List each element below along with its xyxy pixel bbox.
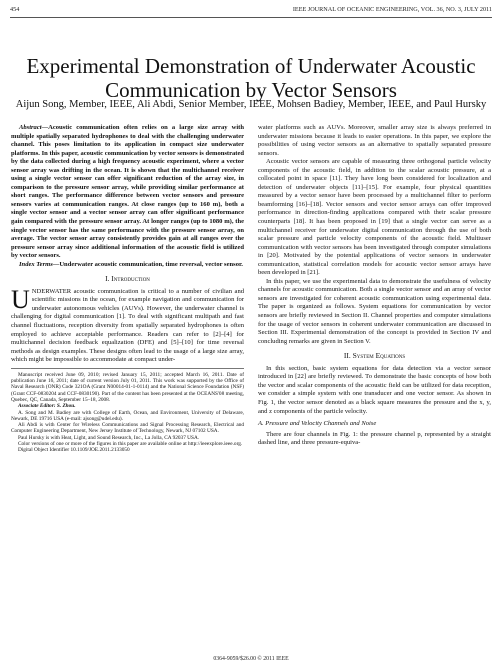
footnote-color: Color versions of one or more of the figures in this paper are available online at http://ieeexplore.ieee.org. (18, 441, 243, 448)
footnote-affiliation-3: Paul Hursky is with Heat, Light, and Sound Research, Inc., La Jolla, CA 92037 USA. (18, 434, 200, 441)
intro-lead-word: NDERWATER (31, 287, 72, 295)
right-column (258, 124, 491, 448)
intro-paragraph-organization: In this paper, we use the experimental data to demonstrate the usefulness of velocity channels for acoustic communication. Both a single vector sensor and an array of vector sensors are investigated for coherent acoustic communication using experimental data. The paper is organized as follows. System equations for communication by vector sensors are briefly reviewed in Section II. Channel properties and computer simulations for the usage of vector sensors in coherent underwater communication are discussed in Section III. Experimental demonstration of the concept is provided in Section IV and concluding remarks are given in Section V. (258, 277, 491, 345)
footnote-affiliation-2: Ali Abdi is with Center for Wireless Communications and Signal Processing Research, Electrical and Computer Engineering Department, New Jersey Institute of Technology, Newark, NJ 07102 USA. (11, 422, 244, 435)
page-number: 454 (10, 6, 20, 13)
header-rule (10, 17, 492, 18)
footnote-affiliation-1: A. Song and M. Badiey are with College of Earth, Ocean, and Environment, University of Delaware, Newark, DE 19716 USA (e-mail: ajsong@udel.edu). (11, 409, 244, 422)
subsection-paragraph: There are four channels in Fig. 1: the pressure channel p, represented by a straight dashed line, and three pressure-equiva- (258, 430, 491, 447)
subsection-heading: A. Pressure and Velocity Channels and Noise (258, 420, 377, 428)
footnote-doi: Digital Object Identifier 10.1109/JOE.2011.2133050 (18, 447, 130, 454)
journal-info: IEEE JOURNAL OF OCEANIC ENGINEERING, VOL. 36, NO. 3, JULY 2011 (292, 6, 492, 13)
index-terms-text: Underwater acoustic communication, time reversal, vector sensor. (59, 260, 243, 268)
footnote-received: Manuscript received June 09, 2010; revised January 15, 2011; accepted March 16, 2011. Date of publication June 16, 2011; date of current version July 01, 2011. This work was supported by the Office of Naval Research (ONR) Code 321OA (Grant N00014-01-1-0114) and the National Science Foundation (NSF) (Grant CCF-0830204 and CCF-0830190). Part of the content has been presented at the OCEANS'08 meeting, Quebec, QC, Canada, September 15–18, 2008. (11, 371, 244, 403)
drop-cap: U (11, 284, 30, 314)
abstract (11, 124, 244, 261)
section-heading-system-equations: II. System Equations (343, 351, 406, 361)
copyright-footer: 0364-9059/$26.00 © 2011 IEEE (213, 656, 289, 662)
abstract-label: Abstract— (19, 124, 49, 131)
system-equations-paragraph: In this section, basic system equations for data detection via a vector sensor introduced in [22] are briefly reviewed. To demonstrate the basic concepts of how both the vector and scalar components of the acoustic field can be utilized for data reception, we consider a simple system with one transducer and one vector sensor. As shown in Fig. 1, the vector sensor denoted as a black square measures the pressure and the x, y, and z components of the particle velocity. (258, 364, 491, 415)
intro-paragraph-vector-sensors: Acoustic vector sensors are capable of measuring three orthogonal particle velocity components of the acoustic field, in addition to the scalar acoustic pressure, at a collocated point in space [11]. They have long been considered for localization and detection of underwater objects [11]–[15]. For example, four physical quantities measured by a vector sensor have been processed by a multichannel filter to perform beamforming [16]–[18]. Vector sensors and vector sensor arrays can offer improved performance in direction-finding applications compared with their scalar pressure counterparts [18]. It has been proposed in [19] that a single vector can serve as a multichannel receiver for underwater digital communication through the use of both scalar pressure and particle velocity components of the acoustic field. Multiuser communication with vector sensors has been investigated through computer simulations in [20]. Motivated by the potential applications of vector sensors in underwater communication, statistical correlation models for acoustic vector sensor arrays have been developed in [21]. (258, 158, 491, 277)
left-column (11, 124, 244, 454)
index-terms (11, 261, 244, 270)
intro-paragraph (11, 284, 245, 365)
paper-title: Experimental Demonstration of Underwater Acoustic Communication by Vector Sensors (26, 54, 476, 102)
intro-text: acoustic communication is critical to a number of civilian and scientific missions in the ocean, for example navigation and communication for underwater autonomous vehicles (AUVs). However, the underwater channel is challenging for digital communication [1]. To deal with significant multipath and fast channel fluctuations, reception diversity from spatially separated hydrophones is often employed to achieve acceptable performance. Readers can refer to [2]–[4] for multichannel decision feedback equalization (DFE) and [5]–[10] for time reversal methods as design examples. These designs often lead to the usage of a large size array, which might be impossible to accommodate at compact under- (11, 287, 245, 364)
abstract-text: Acoustic communication often relies on a large size array with multiple spatially separated hydrophones to deal with the challenging underwater channel. This poses limitation to its application in compact size underwater platforms. In this paper, acoustic communication by vector sensors is demonstrated by the data collected during a high frequency acoustic experiment, where a vector sensor array was drifting in the ocean. It is shown that the multichannel receiver using a single vector sensor can offer significant reduction of the array size, in comparison to the pressure sensor array, while providing similar performance at short ranges. The performance difference between vector sensors and pressure sensors varies at communication ranges. At close ranges (up to 160 m), both a single vector sensor and a vector sensor array can offer significant performance gain compared with the pressure sensor array. At longer ranges (up to 1080 m), the single vector sensor has the same performance with the pressure sensor array, on average. The vector sensor array consistently provides gain at all ranges over the pressure sensor array since additional information of the acoustic field is utilized by vector sensors. (11, 124, 244, 260)
intro-continued: water platforms such as AUVs. Moreover, smaller array size is always preferred in underwater missions because it leads to easier operations. In this paper, we explore the possibilities of using vector sensors as an alternative to spatially separated pressure sensors. (258, 124, 491, 157)
index-terms-label: Index Terms— (19, 260, 60, 268)
footnote-editor: Associate Editor: S. Zhou. (18, 403, 76, 410)
author-list: Aijun Song, Member, IEEE, Ali Abdi, Senior Member, IEEE, Mohsen Badiey, Member, IEEE, and Paul Hursky (15, 99, 487, 110)
section-heading-introduction: I. Introduction (105, 274, 150, 284)
footnotes (11, 368, 244, 454)
